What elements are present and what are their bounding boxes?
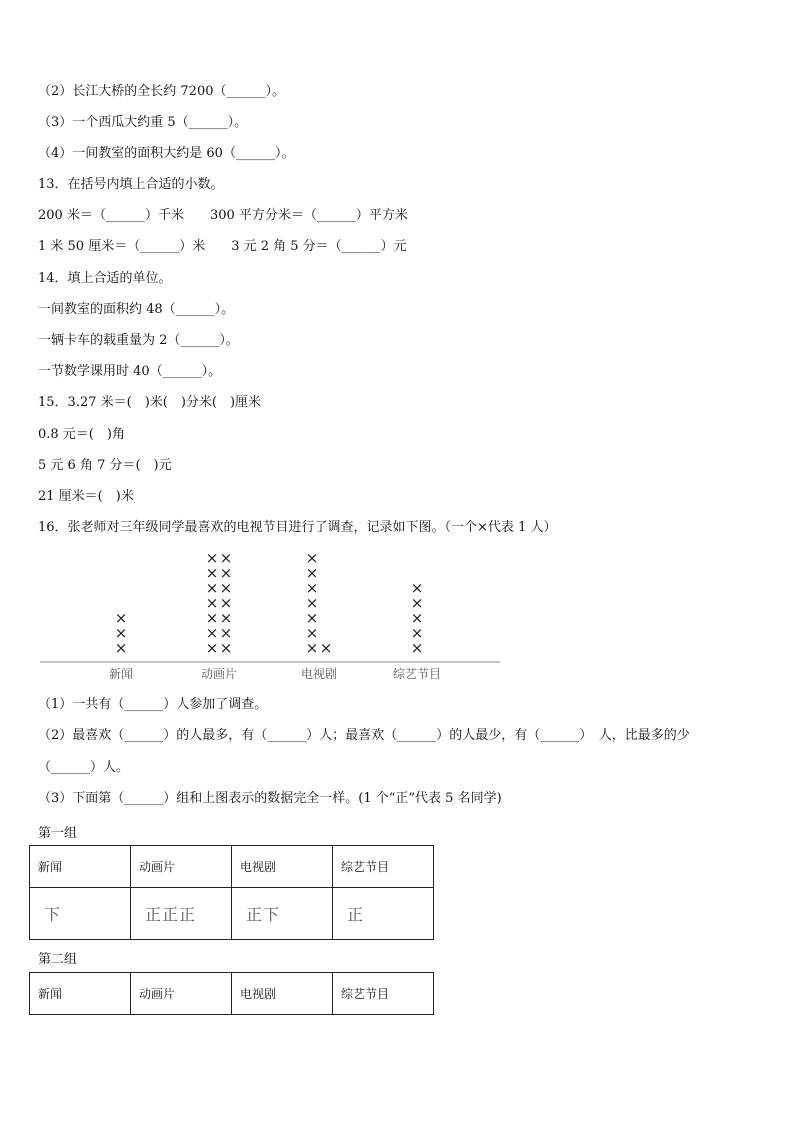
question-15-item-3: 21 厘米＝( )米 bbox=[38, 489, 134, 504]
tally-mark: × bbox=[205, 549, 219, 567]
tally-mark: × bbox=[410, 639, 424, 657]
tally-mark: × bbox=[305, 609, 319, 627]
question-16-part-2: （2）最喜欢（______）的人最多，有（______）人；最喜欢（______）的人最少，有（______） 人，比最多的少 bbox=[38, 728, 690, 743]
question-13-title: 13．在括号内填上合适的小数。 bbox=[38, 177, 224, 192]
tally-mark: × bbox=[114, 609, 128, 627]
tally-mark: × bbox=[410, 609, 424, 627]
question-15-item-1: 0.8 元＝( )角 bbox=[38, 427, 125, 442]
header-cell-news: 新闻 bbox=[30, 846, 131, 888]
tally-mark: × bbox=[114, 624, 128, 642]
tally-mark: × bbox=[410, 594, 424, 612]
tally-mark: × bbox=[305, 579, 319, 597]
group-1-table bbox=[29, 845, 434, 940]
tally-mark: × bbox=[410, 624, 424, 642]
group-2-label: 第二组 bbox=[38, 952, 78, 967]
question-12-part-4: （4）一间教室的面积大约是 60（______）。 bbox=[38, 146, 295, 161]
header-cell-drama: 电视剧 bbox=[232, 846, 333, 888]
header-cell-cartoon: 动画片 bbox=[131, 973, 232, 1015]
tally-mark: × bbox=[114, 639, 128, 657]
tally-mark: × bbox=[205, 594, 219, 612]
question-12-part-3: （3）一个西瓜大约重 5（______）。 bbox=[38, 115, 248, 130]
table-tally-row bbox=[30, 888, 434, 940]
header-cell-drama: 电视剧 bbox=[232, 973, 333, 1015]
tally-mark: × bbox=[205, 564, 219, 582]
tally-mark: × bbox=[219, 594, 233, 612]
category-label: 新闻 bbox=[108, 667, 134, 681]
header-cell-variety: 综艺节目 bbox=[333, 846, 434, 888]
tally-mark: × bbox=[219, 609, 233, 627]
tally-mark: × bbox=[305, 594, 319, 612]
tally-mark: × bbox=[219, 549, 233, 567]
tally-mark: × bbox=[319, 639, 333, 657]
tally-mark: × bbox=[305, 624, 319, 642]
tally-mark: × bbox=[205, 639, 219, 657]
tally-cell-news: 下 bbox=[30, 888, 131, 940]
pictograph-chart bbox=[40, 545, 502, 685]
header-cell-variety: 综艺节目 bbox=[333, 973, 434, 1015]
tally-mark: × bbox=[219, 579, 233, 597]
group-1-label: 第一组 bbox=[38, 826, 78, 841]
header-cell-news: 新闻 bbox=[30, 973, 131, 1015]
tally-mark: × bbox=[205, 579, 219, 597]
tally-mark: × bbox=[205, 624, 219, 642]
category-label: 综艺节目 bbox=[392, 667, 442, 681]
tally-mark: × bbox=[219, 564, 233, 582]
pictograph-svg bbox=[40, 545, 502, 685]
tally-mark: × bbox=[305, 639, 319, 657]
tally-cell-drama: 正下 bbox=[232, 888, 333, 940]
category-label: 电视剧 bbox=[300, 667, 338, 681]
question-16-part-1: （1）一共有（______）人参加了调查。 bbox=[38, 697, 268, 712]
question-15-item-2: 5 元 6 角 7 分＝( )元 bbox=[38, 458, 172, 473]
tally-cell-variety: 正 bbox=[333, 888, 434, 940]
question-16-part-2-continued: （______）人。 bbox=[38, 760, 130, 775]
question-13-row-1: 200 米＝（______）千米 300 平方分米＝（______）平方米 bbox=[38, 208, 408, 223]
tally-mark: × bbox=[305, 564, 319, 582]
question-14-item-3: 一节数学课用时 40（______）。 bbox=[38, 364, 222, 379]
tally-cell-cartoon: 正正正 bbox=[131, 888, 232, 940]
question-14-item-1: 一间教室的面积约 48（______）。 bbox=[38, 302, 235, 317]
question-16-part-3: （3）下面第（______）组和上图表示的数据完全一样。(1 个“正”代表 5 名同学) bbox=[38, 791, 502, 806]
tally-mark: × bbox=[410, 579, 424, 597]
tally-mark: × bbox=[219, 639, 233, 657]
tally-mark: × bbox=[305, 549, 319, 567]
group-2-table bbox=[29, 972, 434, 1015]
question-14-item-2: 一辆卡车的载重量为 2（______）。 bbox=[38, 333, 239, 348]
header-cell-cartoon: 动画片 bbox=[131, 846, 232, 888]
tally-mark: × bbox=[219, 624, 233, 642]
table-header-row bbox=[30, 846, 434, 888]
question-15-title: 15．3.27 米＝( )米( )分米( )厘米 bbox=[38, 395, 262, 410]
question-16-title: 16．张老师对三年级同学最喜欢的电视节目进行了调查，记录如下图。（一个×代表 1 人） bbox=[38, 520, 557, 535]
question-12-part-2: （2）长江大桥的全长约 7200（______）。 bbox=[38, 84, 285, 99]
question-14-title: 14．填上合适的单位。 bbox=[38, 271, 172, 286]
table-header-row bbox=[30, 973, 434, 1015]
tally-mark: × bbox=[205, 609, 219, 627]
question-13-row-2: 1 米 50 厘米＝（______）米 3 元 2 角 5 分＝（______）元 bbox=[38, 239, 407, 254]
category-label: 动画片 bbox=[200, 667, 238, 681]
